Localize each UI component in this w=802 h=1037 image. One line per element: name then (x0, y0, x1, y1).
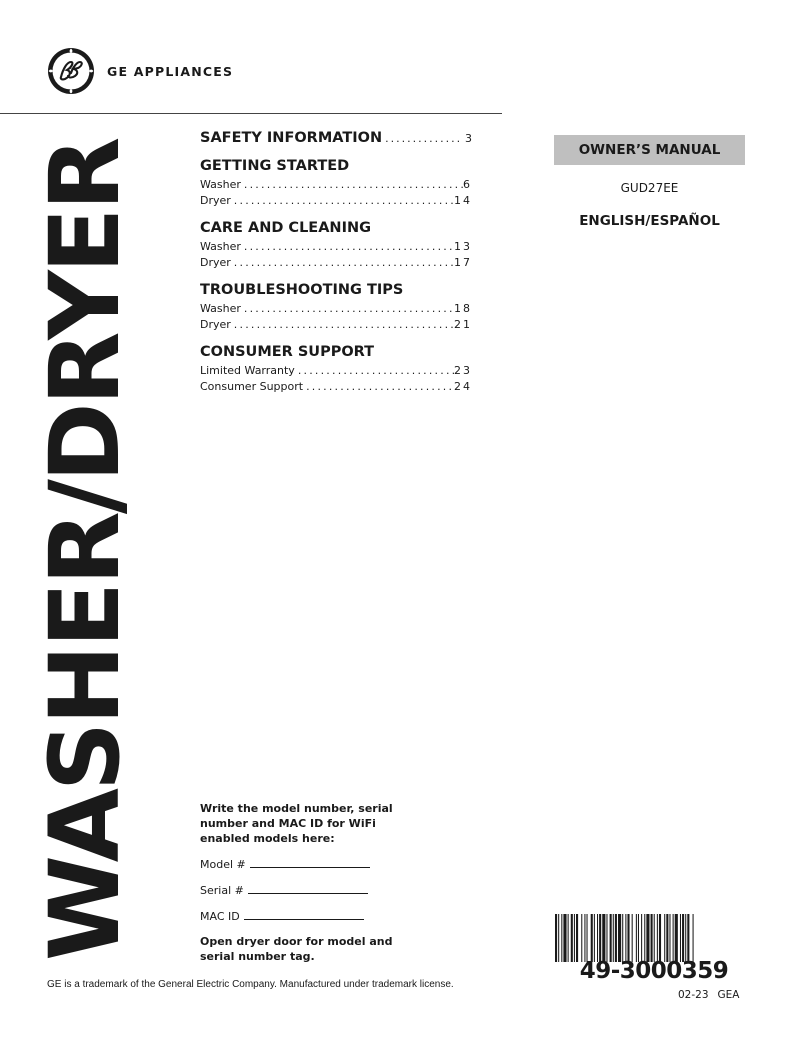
barcode-bar (638, 914, 639, 962)
barcode-bar (673, 914, 674, 962)
barcode-bar (675, 914, 678, 962)
record-intro: Write the model number, serial number and MAC ID for WiFi enabled models here: (200, 802, 393, 845)
barcode-bar (646, 914, 649, 962)
toc-item (200, 379, 472, 395)
toc-page: 3 (465, 132, 472, 145)
barcode-bar (657, 914, 658, 962)
barcode-bar (568, 914, 569, 962)
owners-manual-label: OWNER’S MANUAL (554, 135, 745, 165)
barcode-bar (584, 914, 585, 962)
barcode-bar (622, 914, 623, 962)
toc-item (200, 239, 472, 255)
barcode-bar (581, 914, 582, 962)
barcode-bar (625, 914, 626, 962)
toc-heading-label: SAFETY INFORMATION (200, 130, 383, 146)
ge-logo-icon (47, 47, 95, 95)
toc-heading-label: TROUBLESHOOTING TIPS (200, 282, 404, 298)
dot-leader (231, 255, 454, 271)
barcode-bar (687, 914, 689, 962)
barcode-bar (587, 914, 588, 962)
barcode-bar (599, 914, 601, 962)
toc-item (200, 177, 472, 193)
dot-leader (231, 317, 454, 333)
table-of-contents (200, 130, 472, 406)
barcode-bar (666, 914, 668, 962)
barcode-bar (576, 914, 578, 962)
toc-heading (200, 344, 472, 360)
barcode-bar (664, 914, 665, 962)
barcode-bar (636, 914, 637, 962)
barcode-bar (644, 914, 645, 962)
print-code (678, 989, 739, 1001)
toc-page: 18 (454, 302, 472, 315)
barcode-bar (618, 914, 621, 962)
toc-item (200, 301, 472, 317)
barcode-bar (615, 914, 617, 962)
dot-leader (241, 239, 454, 255)
barcode-bar (641, 914, 642, 962)
cover-title: WASHER/DRYER (29, 139, 141, 961)
barcode-bar (602, 914, 605, 962)
toc-item (200, 255, 472, 271)
toc-section-troubleshooting (200, 282, 472, 332)
origin-code: GEA (717, 989, 740, 1001)
language-label: ENGLISH/ESPAÑOL (579, 213, 720, 229)
trademark-notice: GE is a trademark of the General Electric Company. Manufactured under trademark license. (47, 979, 454, 990)
toc-item-label: Consumer Support (200, 379, 304, 393)
toc-item-label: Washer (200, 240, 241, 253)
barcode-bar (563, 914, 566, 962)
write-in-line (244, 909, 364, 920)
toc-page: 17 (454, 255, 472, 269)
barcode-bar (574, 914, 575, 962)
barcode-bar (597, 914, 598, 962)
brand-name: GE APPLIANCES (107, 64, 234, 79)
barcode-image (555, 914, 753, 962)
toc-item-label: Dryer (200, 255, 231, 269)
toc-page: 14 (454, 193, 472, 207)
mac-id-field (200, 909, 364, 923)
toc-heading-label: CONSUMER SUPPORT (200, 344, 375, 360)
record-instructions (200, 801, 410, 846)
toc-heading-label: CARE AND CLEANING (200, 220, 371, 236)
toc-section-care-cleaning (200, 220, 472, 270)
write-in-line (248, 883, 368, 894)
barcode-bar (651, 914, 653, 962)
toc-item-label: Washer (200, 302, 241, 315)
barcode-bar (632, 914, 633, 962)
dot-leader (295, 363, 454, 379)
dot-leader (231, 193, 454, 209)
toc-section-getting-started (200, 158, 472, 208)
header-divider (0, 113, 502, 114)
barcode-bar (682, 914, 684, 962)
toc-page: 21 (454, 317, 472, 331)
model-number: GUD27EE (620, 181, 679, 195)
serial-number-field (200, 883, 368, 897)
barcode-bar (613, 914, 614, 962)
toc-item-label: Dryer (200, 317, 231, 331)
write-in-line (250, 857, 370, 868)
dot-leader (241, 301, 454, 317)
toc-item-label: Dryer (200, 193, 231, 207)
barcode-bar (555, 914, 557, 962)
serial-field-label: Serial # (200, 884, 244, 897)
dot-leader (303, 379, 454, 395)
part-number: 49-3000359 (579, 958, 729, 984)
barcode-bar (571, 914, 573, 962)
barcode-bar (610, 914, 612, 962)
toc-section-safety (200, 130, 472, 146)
model-number-field (200, 857, 370, 871)
dot-leader (382, 132, 463, 145)
dot-leader (241, 177, 463, 193)
barcode-bar (685, 914, 686, 962)
mac-field-label: MAC ID (200, 910, 240, 923)
barcode-bar (654, 914, 655, 962)
toc-section-consumer-support (200, 344, 472, 394)
barcode-bar (659, 914, 661, 962)
barcode-bar (693, 914, 694, 962)
toc-heading (200, 130, 472, 146)
model-field-label: Model # (200, 858, 246, 871)
barcode-bar (558, 914, 559, 962)
toc-page: 24 (454, 379, 472, 393)
toc-page: 23 (454, 364, 472, 377)
toc-item (200, 193, 472, 209)
toc-item (200, 363, 472, 379)
barcode-bar (680, 914, 681, 962)
toc-heading (200, 282, 472, 298)
toc-page: 13 (454, 240, 472, 253)
toc-heading (200, 158, 472, 174)
toc-page: 6 (463, 178, 472, 191)
barcode-bar (606, 914, 607, 962)
date-code: 02-23 (678, 989, 709, 1001)
toc-item (200, 317, 472, 333)
toc-heading-label: GETTING STARTED (200, 158, 350, 174)
toc-item-label: Limited Warranty (200, 364, 295, 377)
barcode-bar (594, 914, 595, 962)
tag-location-note: Open dryer door for model and serial number tag. (200, 935, 393, 963)
barcode-bar (591, 914, 593, 962)
barcode-bar (669, 914, 670, 962)
toc-item-label: Washer (200, 178, 241, 191)
toc-heading (200, 220, 472, 236)
barcode-bar (627, 914, 629, 962)
barcode-bar (561, 914, 562, 962)
